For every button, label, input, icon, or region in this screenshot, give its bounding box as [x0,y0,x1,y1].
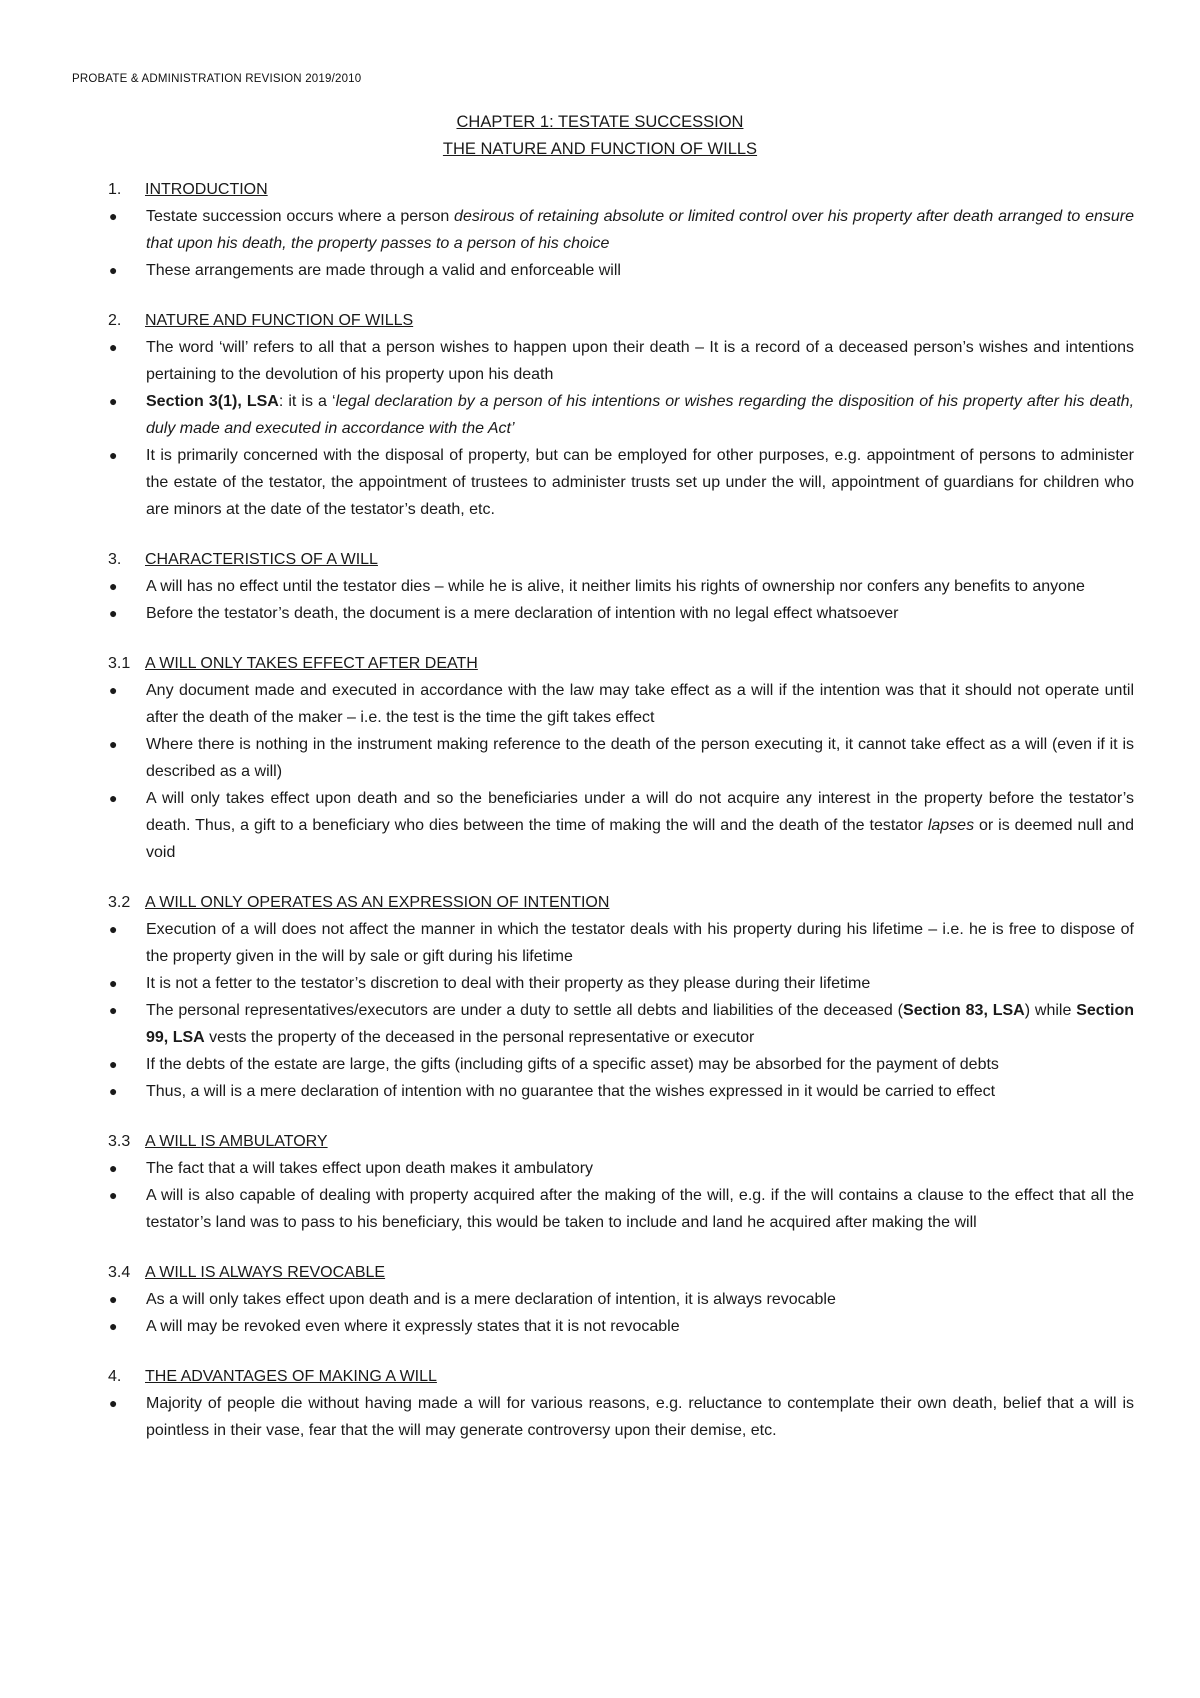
bullet-icon: ● [109,578,118,594]
bullet-icon: ● [109,1318,118,1334]
bullet-icon: ● [109,975,118,991]
section-heading [108,1259,1134,1286]
bullet-text: The fact that a will takes effect upon death makes it ambulatory [146,1160,594,1177]
bullet-icon: ● [109,605,118,621]
bullet-item [108,388,1134,442]
section-introduction [108,176,1134,284]
chapter-subtitle: THE NATURE AND FUNCTION OF WILLS [442,140,758,158]
bullet-text: Execution of a will does not affect the manner in which the testator deals with his property during his lifetime – i.e. he is free to dispose of the property given in the will by sale or gift during his lifetime [146,921,1134,965]
bullet-icon: ● [109,1056,118,1072]
section-number: 3.1 [108,655,131,672]
bullet-text: A will only takes effect upon death and so the beneficiaries under a will do not acquire any interest in the property before the testator’s death. Thus, a gift to a beneficiary who dies between the time of making the will and the death of the testator lapses or is deemed null and void [146,790,1134,861]
bullet-item [108,1286,1134,1313]
bullet-item [108,1182,1134,1236]
bullet-icon: ● [109,1002,118,1018]
section-title: NATURE AND FUNCTION OF WILLS [145,312,414,329]
section-number: 3.2 [108,894,131,911]
section-title: INTRODUCTION [145,181,268,198]
bullet-item [108,997,1134,1051]
section-ambulatory [108,1128,1134,1236]
bullet-icon: ● [109,1083,118,1099]
bullet-text: Thus, a will is a mere declaration of intention with no guarantee that the wishes expressed in it would be carried to effect [146,1083,996,1100]
section-heading [108,176,1134,203]
bullet-icon: ● [109,339,118,355]
bullet-icon: ● [109,682,118,698]
section-number: 3. [108,551,122,568]
bullet-item [108,203,1134,257]
bullet-text: A will may be revoked even where it expressly states that it is not revocable [146,1318,680,1335]
bullet-text: Majority of people die without having made a will for various reasons, e.g. reluctance to contemplate their own death, belief that a will is pointless in their vase, fear that the will may generate controversy upon their demise, etc. [146,1395,1134,1439]
section-heading [108,307,1134,334]
bullet-icon: ● [109,790,118,806]
section-title: A WILL IS AMBULATORY [145,1133,328,1150]
section-heading [108,546,1134,573]
bullet-item [108,970,1134,997]
bullet-text: Any document made and executed in accordance with the law may take effect as a will if the intention was that it should not operate until after the death of the maker – i.e. the test is the time the gift takes effect [146,682,1134,726]
bullet-item [108,1155,1134,1182]
bullet-item [108,573,1134,600]
bullet-text: Before the testator’s death, the document is a mere declaration of intention with no legal effect whatsoever [146,605,899,622]
running-header: PROBATE & ADMINISTRATION REVISION 2019/2010 [72,73,362,85]
bullet-icon: ● [109,447,118,463]
bullet-item [108,1051,1134,1078]
section-title: A WILL IS ALWAYS REVOCABLE [145,1264,386,1281]
statute-reference: Section 83, LSA [903,1002,1025,1019]
section-advantages [108,1363,1134,1444]
section-heading [108,1363,1134,1390]
bullet-text: These arrangements are made through a valid and enforceable will [146,262,621,279]
bullet-text: As a will only takes effect upon death and is a mere declaration of intention, it is always revocable [146,1291,836,1308]
bullet-item [108,334,1134,388]
bullet-text: Testate succession occurs where a person desirous of retaining absolute or limited control over his property after death arranged to ensure that upon his death, the property passes to a person of his choice [146,208,1135,252]
bullet-icon: ● [109,1187,118,1203]
statute-reference: Section 99, LSA [146,1002,1135,1046]
chapter-title: CHAPTER 1: TESTATE SUCCESSION [456,113,744,131]
bullet-item [108,916,1134,970]
bullet-icon: ● [109,921,118,937]
section-number: 2. [108,312,122,329]
bullet-item [108,1390,1134,1444]
statute-reference: Section 3(1), LSA [146,393,279,410]
section-heading [108,650,1134,677]
bullet-item [108,600,1134,627]
section-heading [108,1128,1134,1155]
document-body [108,176,1134,1467]
section-number: 3.3 [108,1133,131,1150]
bullet-item [108,1313,1134,1340]
bullet-text: Where there is nothing in the instrument making reference to the death of the person executing it, it cannot take effect as a will (even if it is described as a will) [146,736,1134,780]
chapter-title-block [0,109,1200,163]
bullet-item [108,442,1134,523]
section-title: CHARACTERISTICS OF A WILL [145,551,378,568]
bullet-icon: ● [109,736,118,752]
section-expression-of-intention [108,889,1134,1105]
bullet-text: It is not a fetter to the testator’s discretion to deal with their property as they please during their lifetime [146,975,871,992]
bullet-text: If the debts of the estate are large, the gifts (including gifts of a specific asset) may be absorbed for the payment of debts [146,1056,999,1073]
bullet-item [108,731,1134,785]
section-number: 1. [108,181,122,198]
bullet-icon: ● [109,208,118,224]
section-characteristics [108,546,1134,627]
section-revocable [108,1259,1134,1340]
section-title: A WILL ONLY OPERATES AS AN EXPRESSION OF INTENTION [145,894,610,911]
section-nature-and-function [108,307,1134,523]
bullet-icon: ● [109,1291,118,1307]
bullet-item [108,1078,1134,1105]
bullet-text: The word ‘will’ refers to all that a person wishes to happen upon their death – It is a record of a deceased person’s wishes and intentions pertaining to the devolution of his property upon his death [146,339,1134,383]
bullet-text: Section 3(1), LSA: it is a ‘legal declaration by a person of his intentions or wishes regarding the disposition of his property after his death, duly made and executed in accordance with the Act’ [146,393,1135,437]
bullet-item [108,785,1134,866]
section-heading [108,889,1134,916]
bullet-icon: ● [109,393,118,409]
bullet-item [108,677,1134,731]
bullet-icon: ● [109,262,118,278]
bullet-text: It is primarily concerned with the disposal of property, but can be employed for other purposes, e.g. appointment of persons to administer the estate of the testator, the appointment of trustees to administer trusts set up under the will, appointment of guardians for children who are minors at the date of the testator’s death, etc. [146,447,1134,518]
section-title: THE ADVANTAGES OF MAKING A WILL [145,1368,437,1385]
bullet-text: The personal representatives/executors are under a duty to settle all debts and liabilities of the deceased (Section 83, LSA) while Section 99, LSA vests the property of the deceased in the personal representative or executor [146,1002,1135,1046]
bullet-icon: ● [109,1160,118,1176]
section-number: 3.4 [108,1264,131,1281]
bullet-item [108,257,1134,284]
section-number: 4. [108,1368,122,1385]
section-title: A WILL ONLY TAKES EFFECT AFTER DEATH [145,655,478,672]
section-effect-after-death [108,650,1134,866]
bullet-text: A will is also capable of dealing with property acquired after the making of the will, e.g. if the will contains a clause to the effect that all the testator’s land was to pass to his beneficiary, this would be taken to include and land he acquired after making the will [146,1187,1134,1231]
bullet-icon: ● [109,1395,118,1411]
bullet-text: A will has no effect until the testator dies – while he is alive, it neither limits his rights of ownership nor confers any benefits to anyone [146,578,1085,595]
